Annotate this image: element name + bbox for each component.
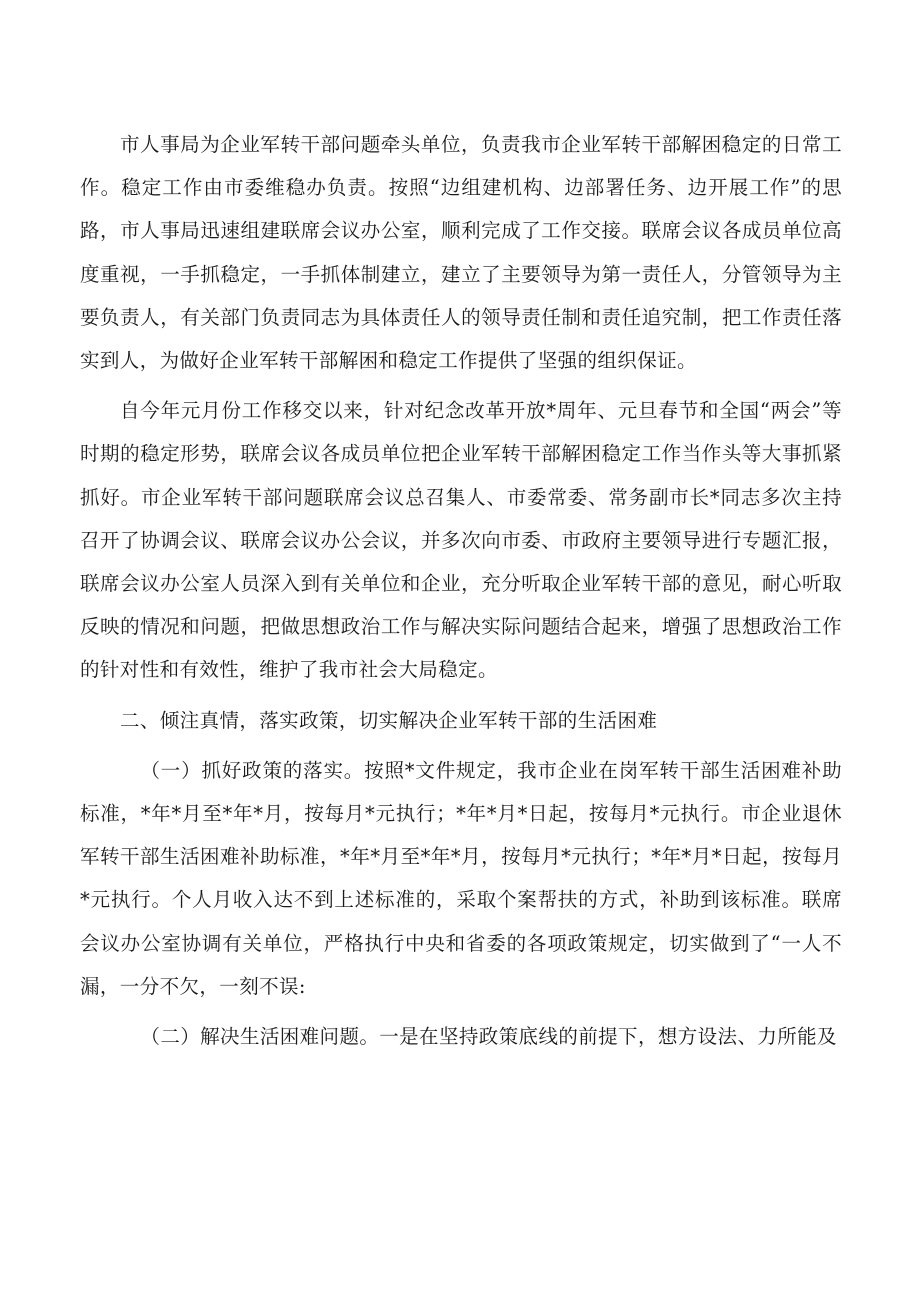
- paragraph-living-difficulties: （二）解决生活困难问题。一是在坚持政策底线的前提下，想方设法、力所能及: [140, 1025, 837, 1049]
- paragraph-stability-work: 自今年元月份工作移交以来，针对纪念改革开放*周年、元旦春节和全国“两会”等时期的稳定形势，联席会议各成员单位把企业军转干部解困稳定工作当作头等大事抓紧抓好。市企业军转干部问题联席会议总召集人、市委常委、常务副市长*同志多次主持召开了协调会议、联席会议办公会议，并多次向市委、市政府主要领导进行专题汇报，联席会议办公室人员深入到有关单位和企业，充分听取企业军转干部的意见，耐心听取反映的情况和问题，把做思想政治工作与解决实际问题结合起来，增强了思想政治工作的针对性和有效性，维护了我市社会大局稳定。: [80, 399, 842, 682]
- paragraph-policy-implementation: （一）抓好政策的落实。按照*文件规定，我市企业在岗军转干部生活困难补助标准，*年*月至*年*月，按每月*元执行；*年*月*日起，按每月*元执行。市企业退休军转干部生活困难补助标准，*年*月至*年*月，按每月*元执行；*年*月*日起，按每月*元执行。个人月收入达不到上述标准的，采取个案帮扶的方式，补助到该标准。联席会议办公室协调有关单位，严格执行中央和省委的各项政策规定，切实做到了“一人不漏，一分不欠，一刻不误:: [80, 758, 842, 998]
- paragraph-organization: 市人事局为企业军转干部问题牵头单位，负责我市企业军转干部解困稳定的日常工作。稳定工作由市委维稳办负责。按照“边组建机构、边部署任务、边开展工作”的思路，市人事局迅速组建联席会议办公室，顺利完成了工作交接。联席会议各成员单位高度重视，一手抓稳定，一手抓体制建立，建立了主要领导为第一责任人，分管领导为主要负责人，有关部门负责同志为具体责任人的领导责任制和责任追究制，把工作责任落实到人，为做好企业军转干部解困和稳定工作提供了坚强的组织保证。: [80, 133, 842, 373]
- section-heading-two: 二、倾注真情，落实政策，切实解决企业军转干部的生活困难: [119, 708, 658, 732]
- document-body: [80, 123, 842, 1058]
